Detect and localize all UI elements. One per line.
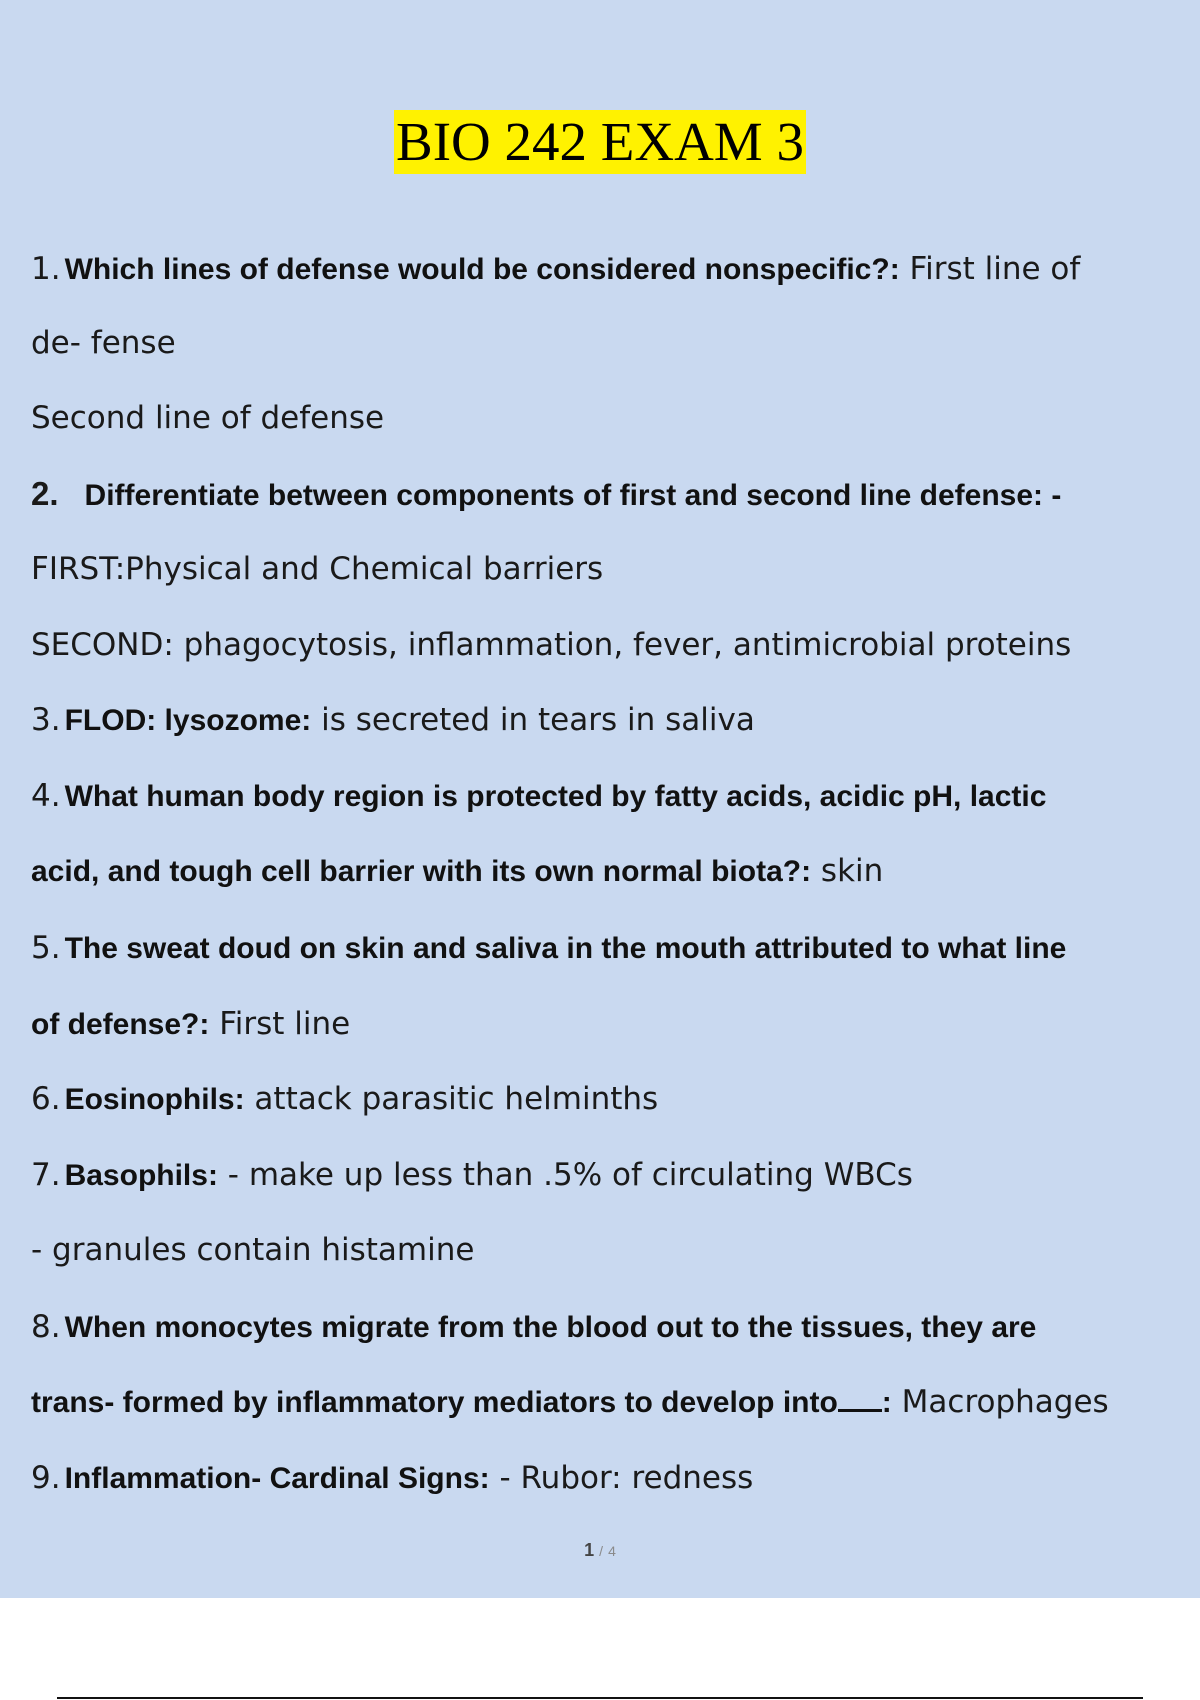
list-item: [31, 1458, 1181, 1499]
list-item: [31, 249, 1181, 290]
item-number: 2.: [31, 475, 59, 512]
list-item: [31, 700, 1181, 741]
item-continuation: Second line of defense: [31, 400, 385, 436]
list-item: [31, 1079, 1181, 1120]
title-container: [0, 110, 1200, 174]
item-answer: First line of: [899, 251, 1081, 287]
item-answer: - Rubor: redness: [489, 1460, 754, 1496]
page-divider: [57, 1697, 1143, 1699]
item-question-line2: trans- formed by inflammatory mediators to develop into: [31, 1386, 838, 1419]
current-page: 1: [584, 1540, 595, 1560]
answer-blank: [838, 1387, 882, 1412]
item-continuation: FIRST:Physical and Chemical barriers: [31, 551, 604, 587]
item-question: Eosinophils:: [64, 1083, 245, 1116]
item-question-continuation: [31, 1382, 1181, 1423]
item-answer: Macrophages: [891, 1384, 1109, 1420]
list-item: [31, 1155, 1181, 1196]
item-continuation: SECOND: phagocytosis, inflammation, fever, antimicrobial proteins: [31, 627, 1072, 663]
item-number: 8.: [31, 1309, 61, 1345]
item-question: Which lines of defense would be considered nonspecific?:: [64, 253, 900, 286]
item-number: 5.: [31, 930, 61, 966]
item-question: The sweat doud on skin and saliva in the mouth attributed to what line: [64, 932, 1067, 965]
item-number: 3.: [31, 702, 61, 738]
item-question: When monocytes migrate from the blood out to the tissues, they are: [64, 1311, 1037, 1344]
document-title: BIO 242 EXAM 3: [396, 111, 804, 172]
item-question-continuation: [31, 1004, 1181, 1045]
item-question-line2: of defense?:: [31, 1008, 210, 1041]
list-item: [31, 1307, 1181, 1348]
list-item: [31, 474, 1181, 516]
item-number: 6.: [31, 1081, 61, 1117]
item-answer: is secreted in tears in saliva: [311, 702, 755, 738]
item-answer: attack parasitic helminths: [244, 1081, 659, 1117]
item-answer: First line: [209, 1006, 351, 1042]
item-answer: - make up less than .5% of circulating WBCs: [217, 1157, 913, 1193]
item-question: Inflammation- Cardinal Signs:: [64, 1462, 490, 1495]
item-number: 7.: [31, 1157, 61, 1193]
item-question: FLOD: lysozome:: [64, 704, 312, 737]
item-question-suffix: :: [881, 1386, 892, 1419]
page-separator: /: [599, 1543, 604, 1559]
item-number: 1.: [31, 251, 61, 287]
page-indicator: [0, 1540, 1200, 1561]
item-number: 9.: [31, 1460, 61, 1496]
item-continuation: - granules contain histamine: [31, 1232, 475, 1268]
item-question-continuation: [31, 851, 1181, 892]
item-question-line2: acid, and tough cell barrier with its own normal biota?:: [31, 855, 812, 888]
item-number: 4.: [31, 778, 61, 814]
list-item: [31, 928, 1181, 969]
item-question: Basophils:: [64, 1159, 218, 1192]
item-question: Differentiate between components of first and second line defense: -: [84, 479, 1062, 512]
item-question: What human body region is protected by fatty acids, acidic pH, lactic: [64, 780, 1047, 813]
item-answer: skin: [811, 853, 884, 889]
list-item: [31, 776, 1181, 817]
item-continuation: de- fense: [31, 325, 176, 361]
total-pages: 4: [608, 1543, 616, 1559]
